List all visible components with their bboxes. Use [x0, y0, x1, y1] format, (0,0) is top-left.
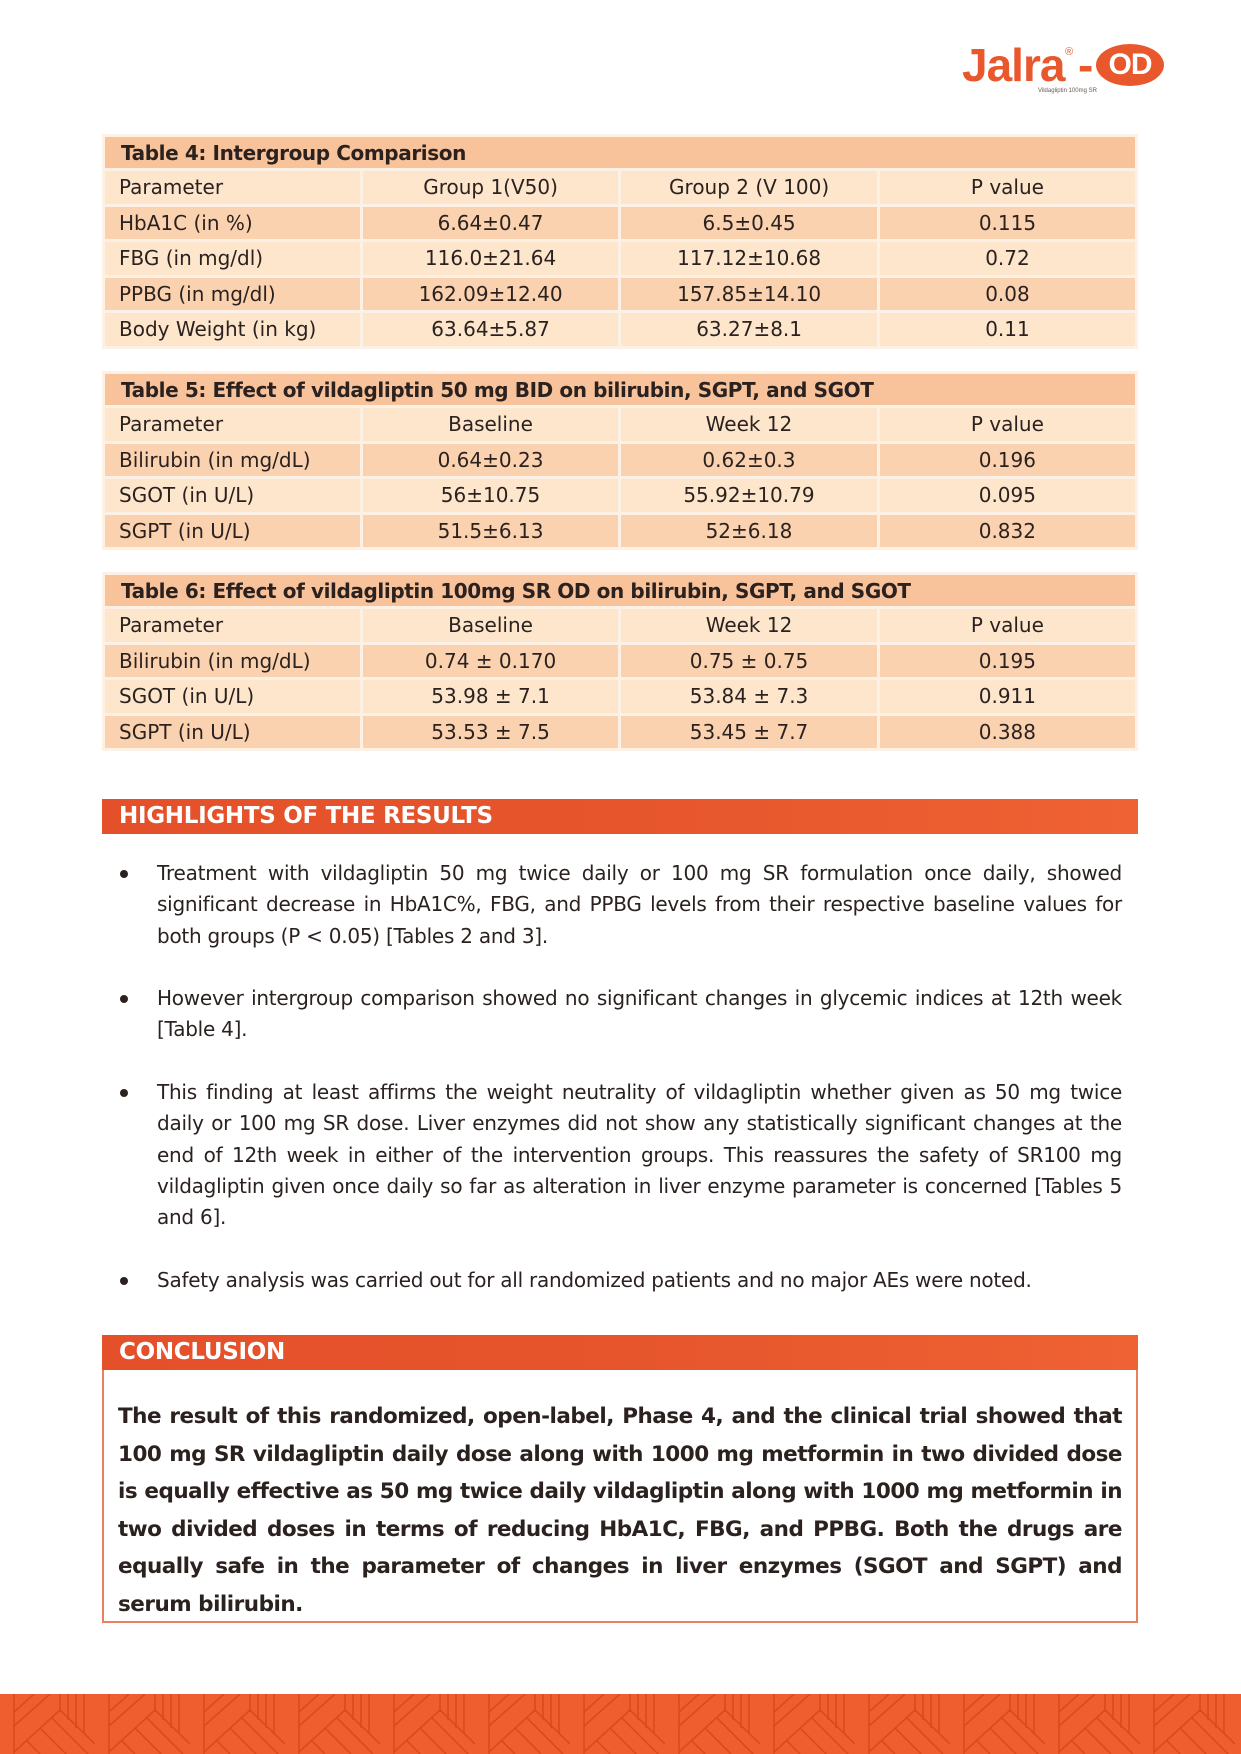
table-cell: 63.64±5.87 — [361, 312, 620, 348]
column-header: Parameter — [104, 608, 362, 644]
table-cell: 0.74 ± 0.170 — [361, 643, 620, 679]
table-caption: Table 5: Effect of vildagliptin 50 mg BID on bilirubin, SGPT, and SGOT — [104, 373, 1137, 407]
table-cell: 157.85±14.10 — [620, 276, 879, 312]
table-cell: 52±6.18 — [620, 513, 879, 549]
brand-separator: - — [1078, 39, 1094, 91]
footer-pattern-band — [0, 1694, 1241, 1754]
table-header-row — [104, 407, 1137, 443]
column-header: Week 12 — [620, 407, 879, 443]
bullet-icon — [120, 1089, 128, 1097]
table-row — [104, 679, 1137, 715]
table-cell: 63.27±8.1 — [620, 312, 879, 348]
table-cell: FBG (in mg/dl) — [104, 241, 362, 277]
list-item — [118, 1265, 1122, 1296]
column-header: P value — [878, 170, 1136, 206]
bullet-icon — [120, 1277, 128, 1285]
table-cell: SGPT (in U/L) — [104, 714, 362, 750]
table-row — [104, 276, 1137, 312]
table-cell: Bilirubin (in mg/dL) — [104, 643, 362, 679]
table-cell: 53.98 ± 7.1 — [361, 679, 620, 715]
table-row — [104, 714, 1137, 750]
table-header-row — [104, 170, 1137, 206]
table-cell: 116.0±21.64 — [361, 241, 620, 277]
table-cell: 6.5±0.45 — [620, 205, 879, 241]
table-cell: 0.115 — [878, 205, 1136, 241]
brand-subtitle: Vildagliptin 100mg SR — [1038, 88, 1097, 94]
column-header: Parameter — [104, 170, 362, 206]
conclusion-section-header: CONCLUSION — [102, 1335, 1138, 1370]
table-row — [104, 241, 1137, 277]
table-caption-row — [104, 136, 1137, 170]
table-caption-row — [104, 373, 1137, 407]
table-row — [104, 312, 1137, 348]
table-row — [104, 442, 1137, 478]
column-header: Baseline — [361, 407, 619, 443]
table-cell: 53.53 ± 7.5 — [361, 714, 620, 750]
table-caption: Table 4: Intergroup Comparison — [104, 136, 1137, 170]
list-item-text: This finding at least affirms the weight neutrality of vildagliptin whether given as 50 mg twice daily or 100 mg SR dose. Liver enzymes did not show any statistically significant changes at the end of 12th week in either of the intervention groups. This reassures the safety of SR100 mg vildagliptin given once daily so far as alteration in liver enzyme parameter is concerned [Tables 5 and 6]. — [157, 1080, 1122, 1230]
column-header: P value — [878, 407, 1136, 443]
table-vildagliptin-50mg-liver — [102, 371, 1138, 550]
table-cell: 0.08 — [878, 276, 1136, 312]
table-cell: 53.84 ± 7.3 — [620, 679, 878, 715]
conclusion-text: The result of this randomized, open-label, Phase 4, and the clinical trial showed that 100 mg SR vildagliptin daily dose along with 1000 mg metformin in two divided dose is equally effective as 50 mg twice daily vildagliptin along with 1000 mg metformin in two divided doses in terms of reducing HbA1C, FBG, and PPBG. Both the drugs are equally safe in the parameter of changes in liver enzymes (SGOT and SGPT) and serum bilirubin. — [118, 1404, 1122, 1617]
table-vildagliptin-100mg-sr-liver — [102, 572, 1138, 751]
table-row — [104, 205, 1137, 241]
table-caption-row — [104, 574, 1137, 608]
bullet-icon — [120, 870, 128, 878]
table-cell: 0.832 — [878, 513, 1136, 549]
highlights-section-header: HIGHLIGHTS OF THE RESULTS — [102, 799, 1138, 834]
list-item-text: Treatment with vildagliptin 50 mg twice daily or 100 mg SR formulation once daily, showed significant decrease in HbA1C%, FBG, and PPBG levels from their respective baseline values for both groups (P < 0.05) [Tables 2 and 3]. — [157, 861, 1122, 948]
table-row — [104, 513, 1137, 549]
table-cell: 6.64±0.47 — [361, 205, 620, 241]
brand-name: Jalra — [962, 39, 1065, 91]
table-cell: 0.196 — [878, 442, 1136, 478]
column-header: Week 12 — [620, 608, 878, 644]
table-cell: 0.64±0.23 — [361, 442, 619, 478]
table-cell: 0.75 ± 0.75 — [620, 643, 878, 679]
table-cell: 0.62±0.3 — [620, 442, 879, 478]
table-cell: 0.911 — [878, 679, 1136, 715]
column-header: Group 1(V50) — [361, 170, 620, 206]
table-cell: PPBG (in mg/dl) — [104, 276, 362, 312]
table-cell: 0.388 — [878, 714, 1136, 750]
brand-suffix-badge: OD — [1096, 44, 1164, 86]
table-cell: Body Weight (in kg) — [104, 312, 362, 348]
bullet-icon — [120, 995, 128, 1003]
table-cell: 51.5±6.13 — [361, 513, 619, 549]
table-cell: 0.195 — [878, 643, 1136, 679]
table-cell: 53.45 ± 7.7 — [620, 714, 878, 750]
table-cell: SGOT (in U/L) — [104, 679, 362, 715]
column-header: P value — [878, 608, 1136, 644]
table-header-row — [104, 608, 1137, 644]
herringbone-pattern-icon — [0, 1694, 1241, 1754]
table-cell: 55.92±10.79 — [620, 478, 879, 514]
table-row — [104, 478, 1137, 514]
registered-mark-icon: ® — [1065, 46, 1074, 58]
list-item — [118, 983, 1122, 1046]
list-item — [118, 858, 1122, 952]
table-cell: 56±10.75 — [361, 478, 619, 514]
list-item-text: However intergroup comparison showed no significant changes in glycemic indices at 12th week [Table 4]. — [157, 986, 1122, 1042]
column-header: Baseline — [361, 608, 620, 644]
table-cell: 0.095 — [878, 478, 1136, 514]
table-cell: HbA1C (in %) — [104, 205, 362, 241]
table-cell: 0.11 — [878, 312, 1136, 348]
table-row — [104, 643, 1137, 679]
table-intergroup-comparison — [102, 134, 1138, 349]
list-item-text: Safety analysis was carried out for all randomized patients and no major AEs were noted. — [157, 1267, 1032, 1292]
table-cell: 117.12±10.68 — [620, 241, 879, 277]
table-cell: SGOT (in U/L) — [104, 478, 362, 514]
list-item — [118, 1077, 1122, 1233]
column-header: Parameter — [104, 407, 362, 443]
column-header: Group 2 (V 100) — [620, 170, 879, 206]
table-cell: 0.72 — [878, 241, 1136, 277]
highlights-list — [118, 858, 1122, 1327]
table-cell: Bilirubin (in mg/dL) — [104, 442, 362, 478]
brand-logo — [962, 39, 1188, 98]
table-cell: SGPT (in U/L) — [104, 513, 362, 549]
table-caption: Table 6: Effect of vildagliptin 100mg SR OD on bilirubin, SGPT, and SGOT — [104, 574, 1137, 608]
table-cell: 162.09±12.40 — [361, 276, 620, 312]
